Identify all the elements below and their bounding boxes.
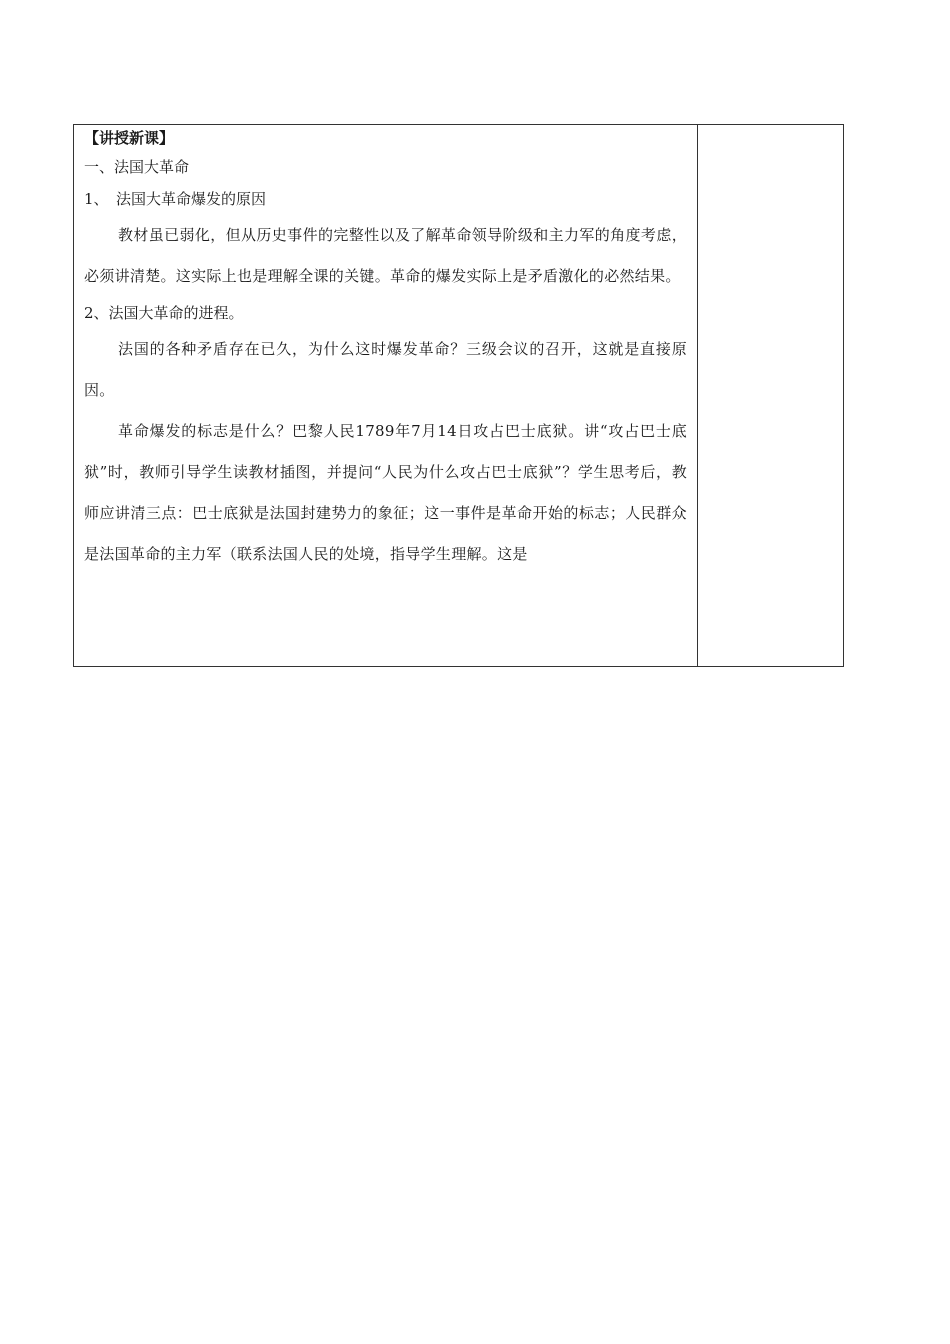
lesson-heading: 【讲授新课】: [84, 129, 175, 147]
lesson-table: [73, 124, 844, 667]
paragraph-2: 法国的各种矛盾存在已久，为什么这时爆发革命？三级会议的召开，这就是直接原因。: [84, 340, 687, 399]
subsection-title-2: 2、法国大革命的进程。: [84, 304, 244, 322]
paragraph-3: 革命爆发的标志是什么？巴黎人民1789年7月14日攻占巴士底狱。讲“攻占巴士底狱”时，教师引导学生读教材插图，并提问“人民为什么攻占巴士底狱”？学生思考后，教师应讲清三点：巴士底狱是法国封建势力的象征；这一事件是革命开始的标志；人民群众是法国革命的主力军（联系法国人民的处境，指导学生理解。这是: [84, 422, 687, 563]
section-title: 一、法国大革命: [84, 158, 190, 176]
notes-cell: [698, 125, 844, 667]
table-row: [74, 125, 844, 667]
paragraph-1: 教材虽已弱化，但从历史事件的完整性以及了解革命领导阶级和主力军的角度考虑，必须讲清楚。这实际上也是理解全课的关键。革命的爆发实际上是矛盾激化的必然结果。: [84, 226, 687, 285]
main-content-cell: [74, 125, 698, 667]
lesson-content: [74, 125, 697, 575]
subsection-title-1: 1、 法国大革命爆发的原因: [84, 190, 267, 208]
